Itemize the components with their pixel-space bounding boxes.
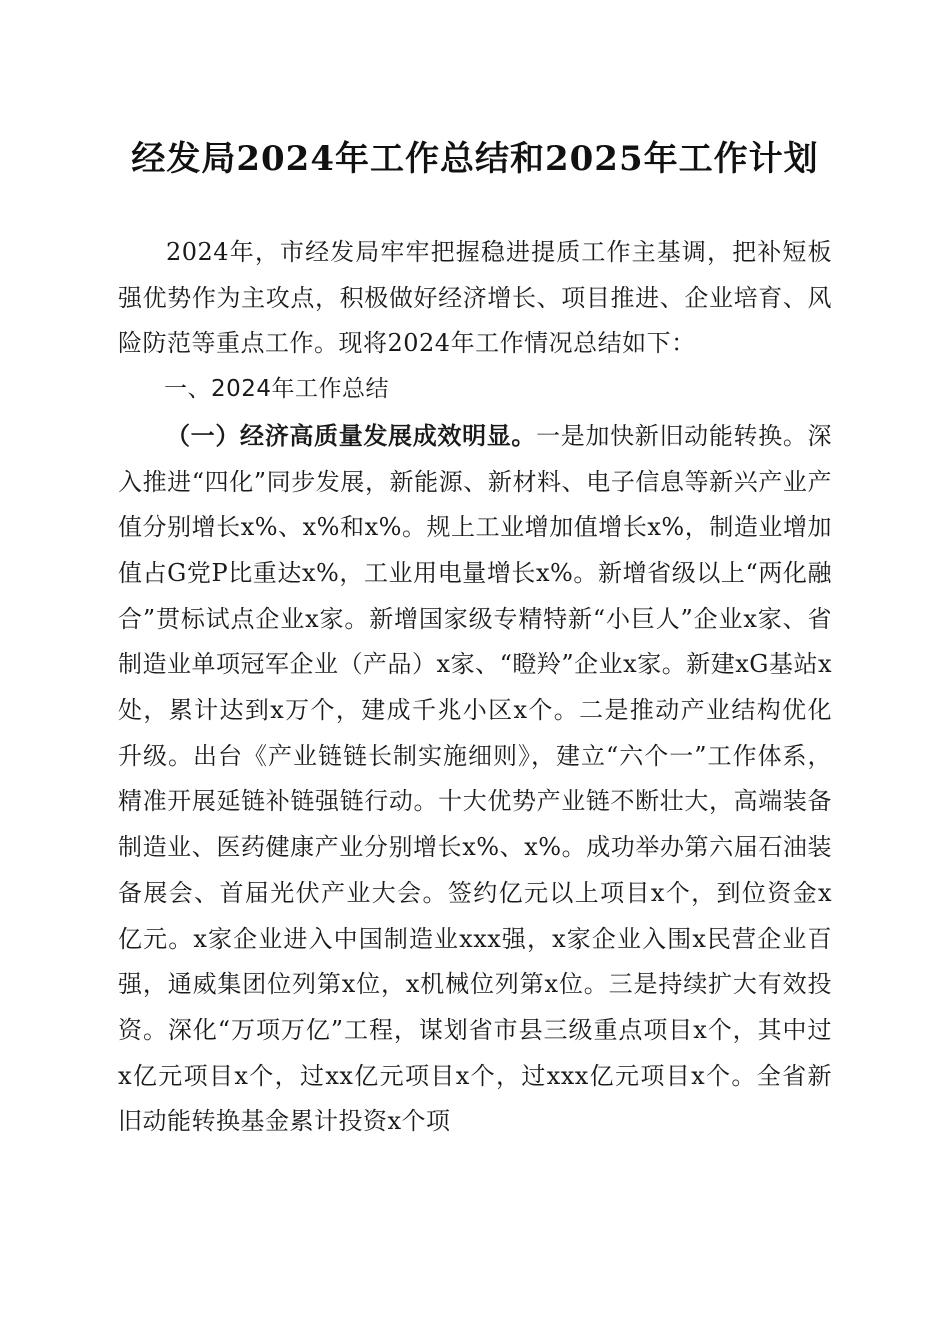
document-body bbox=[118, 230, 832, 1145]
document-title: 经发局2024年工作总结和2025年工作计划 bbox=[131, 139, 819, 179]
intro-paragraph: 2024年，市经发局牢牢把握稳进提质工作主基调，把补短板强优势作为主攻点，积极做好经济增长、项目推进、企业培育、风险防范等重点工作。现将2024年工作情况总结如下： bbox=[118, 238, 832, 358]
subsection-paragraph bbox=[118, 413, 832, 1145]
section-heading: 一、2024年工作总结 bbox=[164, 376, 390, 403]
subsection-body: 一是加快新旧动能转换。深入推进“四化”同步发展，新能源、新材料、电子信息等新兴产业产值分别增长x%、x%和x%。规上工业增加值增长x%，制造业增加值占G党P比重达x%，工业用电量增长x%。新增省级以上“两化融合”贯标试点企业x家。新增国家级专精特新“小巨人”企业x家、省制造业单项冠军企业（产品）x家、“瞪羚”企业x家。新建xG基站x处，累计达到x万个，建成千兆小区x个。二是推动产业结构优化升级。出台《产业链链长制实施细则》，建立“六个一”工作体系，精准开展延链补链强链行动。十大优势产业链不断壮大，高端装备制造业、医药健康产业分别增长x%、x%。成功举办第六届石油装备展会、首届光伏产业大会。签约亿元以上项目x个，到位资金x亿元。x家企业进入中国制造业xxx强，x家企业入围x民营企业百强，通威集团位列第x位，x机械位列第x位。三是持续扩大有效投资。深化“万项万亿”工程，谋划省市县三级重点项目x个，其中过x亿元项目x个，过xx亿元项目x个，过xxx亿元项目x个。全省新旧动能转换基金累计投资x个项 bbox=[118, 421, 833, 1136]
subsection-heading: （一）经济高质量发展成效明显。 bbox=[166, 420, 537, 450]
